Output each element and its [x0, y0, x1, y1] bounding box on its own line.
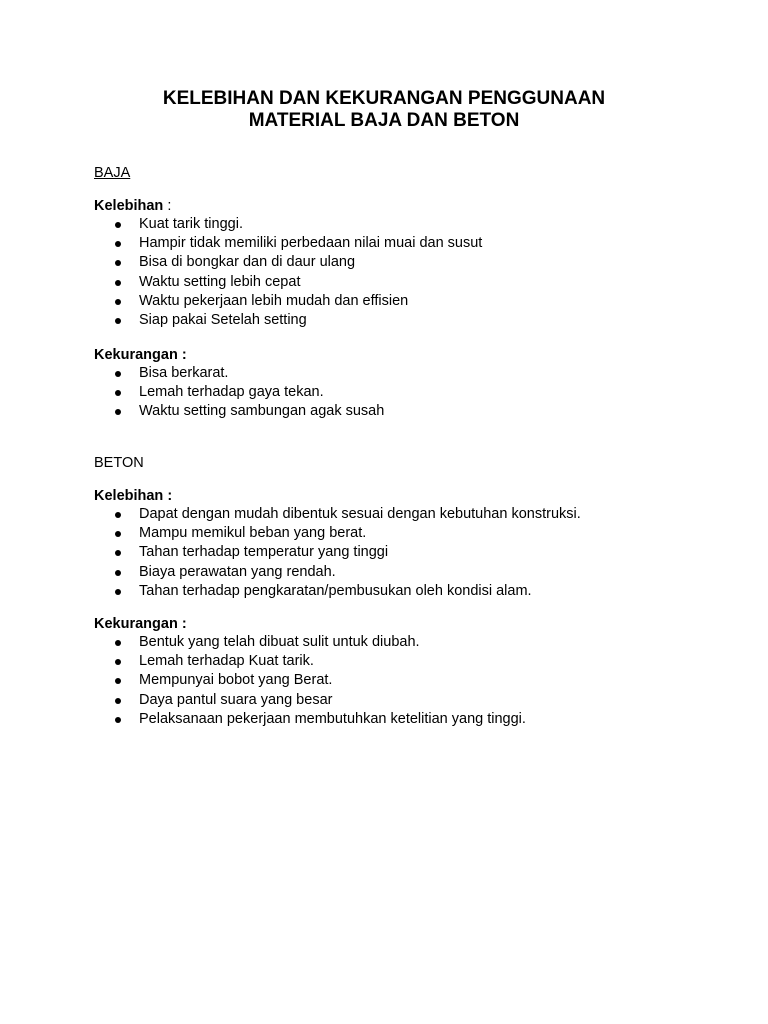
bullet-icon	[115, 318, 121, 324]
section-heading-beton: BETON	[94, 455, 144, 471]
beton-kelebihan-label: Kelebihan :	[94, 488, 173, 504]
list-item	[94, 364, 384, 383]
baja-kelebihan-list	[94, 215, 482, 330]
bullet-icon	[115, 698, 121, 704]
list-item-text: Tahan terhadap temperatur yang tinggi	[139, 544, 389, 561]
bullet-icon	[115, 512, 121, 518]
list-item-text: Pelaksanaan pekerjaan membutuhkan ketelitian yang tinggi.	[139, 710, 526, 727]
bullet-icon	[115, 390, 121, 396]
list-item-text: Mampu memikul beban yang berat.	[139, 525, 367, 542]
list-item	[94, 253, 482, 272]
beton-kelebihan-list	[94, 505, 581, 601]
list-item-text: Waktu pekerjaan lebih mudah dan effisien	[139, 292, 409, 309]
list-item	[94, 633, 526, 652]
list-item-text: Bisa di bongkar dan di daur ulang	[139, 254, 356, 271]
beton-kelebihan-heading	[94, 487, 172, 505]
bullet-icon	[115, 222, 121, 228]
list-item-text: Tahan terhadap pengkaratan/pembusukan oleh kondisi alam.	[139, 582, 532, 599]
list-item-text: Dapat dengan mudah dibentuk sesuai dengan kebutuhan konstruksi.	[139, 506, 581, 522]
baja-kelebihan-colon: :	[163, 198, 172, 214]
list-item	[94, 234, 482, 253]
list-item	[94, 402, 384, 421]
list-item	[94, 563, 581, 582]
list-item	[94, 543, 581, 562]
beton-kekurangan-list	[94, 633, 526, 729]
list-item	[94, 710, 526, 729]
list-item-text: Bentuk yang telah dibuat sulit untuk diubah.	[139, 634, 420, 650]
bullet-icon	[115, 299, 121, 305]
list-item-text: Hampir tidak memiliki perbedaan nilai muai dan susut	[139, 235, 483, 252]
list-item-text: Bisa berkarat.	[139, 365, 229, 381]
list-item-text: Waktu setting sambungan agak susah	[139, 403, 385, 420]
beton-kekurangan-label: Kekurangan :	[94, 616, 187, 632]
section-heading-baja: BAJA	[94, 165, 131, 181]
list-item	[94, 273, 482, 292]
bullet-icon	[115, 570, 121, 576]
bullet-icon	[115, 371, 121, 377]
list-item	[94, 383, 384, 402]
list-item-text: Biaya perawatan yang rendah.	[139, 563, 336, 580]
bullet-icon	[115, 280, 121, 286]
bullet-icon	[115, 589, 121, 595]
bullet-icon	[115, 260, 121, 266]
list-item-text: Lemah terhadap gaya tekan.	[139, 384, 324, 401]
bullet-icon	[115, 717, 121, 723]
list-item	[94, 691, 526, 710]
list-item-text: Siap pakai Setelah setting	[139, 311, 307, 328]
bullet-icon	[115, 640, 121, 646]
list-item	[94, 524, 581, 543]
list-item	[94, 582, 581, 601]
list-item	[94, 652, 526, 671]
list-item-text: Kuat tarik tinggi.	[139, 216, 243, 232]
bullet-icon	[115, 678, 121, 684]
baja-kelebihan-label: Kelebihan	[94, 198, 164, 214]
list-item-text: Mempunyai bobot yang Berat.	[139, 672, 333, 689]
bullet-icon	[115, 550, 121, 556]
list-item-text: Lemah terhadap Kuat tarik.	[139, 653, 314, 670]
list-item-text: Daya pantul suara yang besar	[139, 691, 333, 708]
bullet-icon	[115, 531, 121, 537]
baja-kekurangan-list	[94, 364, 384, 422]
baja-kelebihan-heading	[94, 197, 171, 215]
bullet-icon	[115, 659, 121, 665]
beton-kekurangan-heading	[94, 615, 187, 633]
baja-kekurangan-heading	[94, 346, 187, 364]
document-title	[0, 88, 768, 132]
list-item	[94, 671, 526, 690]
list-item	[94, 505, 581, 524]
list-item-text: Waktu setting lebih cepat	[139, 273, 301, 290]
baja-kekurangan-label: Kekurangan :	[94, 347, 187, 363]
title-line-2: MATERIAL BAJA DAN BETON	[248, 110, 520, 131]
list-item	[94, 215, 482, 234]
bullet-icon	[115, 241, 121, 247]
list-item	[94, 311, 482, 330]
list-item	[94, 292, 482, 311]
title-line-1: KELEBIHAN DAN KEKURANGAN PENGGUNAAN	[162, 88, 606, 109]
bullet-icon	[115, 409, 121, 415]
